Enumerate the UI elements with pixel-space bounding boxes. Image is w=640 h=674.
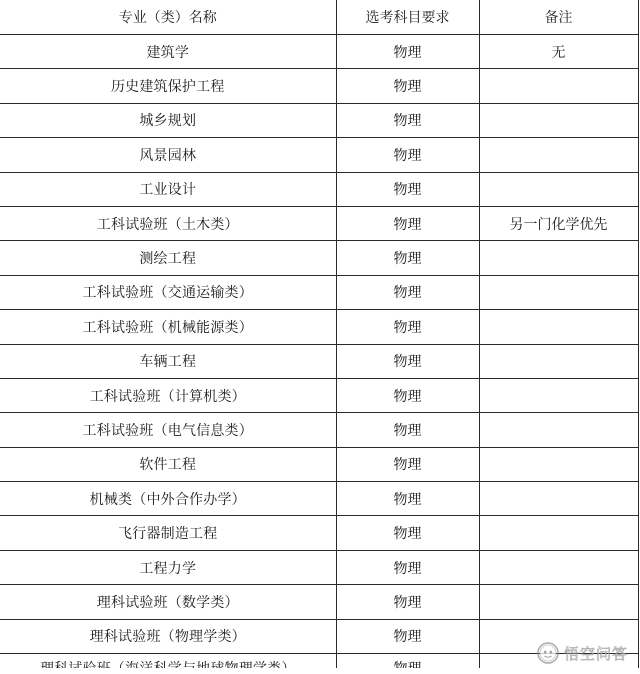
cell-requirement: 物理 bbox=[336, 69, 479, 103]
cell-major: 工程力学 bbox=[0, 550, 336, 584]
cell-requirement: 物理 bbox=[336, 275, 479, 309]
table-row bbox=[0, 69, 638, 103]
cell-major: 理科试验班（数学类） bbox=[0, 585, 336, 619]
cell-note bbox=[479, 138, 638, 172]
cell-note bbox=[479, 310, 638, 344]
cell-note bbox=[479, 378, 638, 412]
cell-requirement: 物理 bbox=[336, 35, 479, 69]
watermark-text: 悟空问答 bbox=[563, 644, 628, 663]
table-header bbox=[0, 0, 638, 35]
cell-major: 理科试验班（物理学类） bbox=[0, 619, 336, 653]
table-row bbox=[0, 482, 638, 516]
table-row bbox=[0, 241, 638, 275]
table-row bbox=[0, 516, 638, 550]
cell-note bbox=[479, 447, 638, 481]
cell-requirement: 物理 bbox=[336, 310, 479, 344]
cell-requirement: 物理 bbox=[336, 516, 479, 550]
cell-major: 工业设计 bbox=[0, 172, 336, 206]
table-row bbox=[0, 275, 638, 309]
cell-requirement: 物理 bbox=[336, 447, 479, 481]
cell-requirement: 物理 bbox=[336, 585, 479, 619]
cell-note bbox=[479, 413, 638, 447]
cell-note bbox=[479, 516, 638, 550]
cell-note bbox=[479, 585, 638, 619]
cell-requirement: 物理 bbox=[336, 138, 479, 172]
table-row bbox=[0, 310, 638, 344]
table-row bbox=[0, 172, 638, 206]
wukong-logo-icon bbox=[537, 642, 559, 664]
cell-note bbox=[479, 103, 638, 137]
cell-major: 工科试验班（土木类） bbox=[0, 206, 336, 240]
table-body bbox=[0, 35, 638, 674]
cell-major: 工科试验班（电气信息类） bbox=[0, 413, 336, 447]
cell-major: 测绘工程 bbox=[0, 241, 336, 275]
column-header-note: 备注 bbox=[479, 0, 638, 35]
watermark bbox=[537, 642, 628, 664]
table-row bbox=[0, 378, 638, 412]
table-row bbox=[0, 344, 638, 378]
cell-major: 历史建筑保护工程 bbox=[0, 69, 336, 103]
cell-major: 软件工程 bbox=[0, 447, 336, 481]
column-header-requirement: 选考科目要求 bbox=[336, 0, 479, 35]
cell-note: 另一门化学优先 bbox=[479, 206, 638, 240]
cell-note bbox=[479, 550, 638, 584]
cell-major: 城乡规划 bbox=[0, 103, 336, 137]
table-row bbox=[0, 35, 638, 69]
cell-note bbox=[479, 482, 638, 516]
table-row bbox=[0, 138, 638, 172]
cell-major: 建筑学 bbox=[0, 35, 336, 69]
cell-major: 机械类（中外合作办学） bbox=[0, 482, 336, 516]
cell-note bbox=[479, 344, 638, 378]
table-row bbox=[0, 413, 638, 447]
cell-requirement: 物理 bbox=[336, 241, 479, 275]
cell-requirement: 物理 bbox=[336, 413, 479, 447]
cell-requirement: 物理 bbox=[336, 619, 479, 653]
cell-major: 工科试验班（机械能源类） bbox=[0, 310, 336, 344]
cell-note bbox=[479, 275, 638, 309]
table-row bbox=[0, 585, 638, 619]
cell-major: 工科试验班（交通运输类） bbox=[0, 275, 336, 309]
table-row bbox=[0, 206, 638, 240]
cell-major: 飞行器制造工程 bbox=[0, 516, 336, 550]
cell-requirement: 物理 bbox=[336, 103, 479, 137]
cell-note: 无 bbox=[479, 35, 638, 69]
cell-requirement: 物理 bbox=[336, 378, 479, 412]
cell-requirement: 物理 bbox=[336, 206, 479, 240]
table-row bbox=[0, 103, 638, 137]
table-row bbox=[0, 447, 638, 481]
cell-requirement: 物理 bbox=[336, 172, 479, 206]
cell-requirement: 物理 bbox=[336, 344, 479, 378]
table-header-row bbox=[0, 0, 638, 35]
cell-note bbox=[479, 172, 638, 206]
cell-major: 风景园林 bbox=[0, 138, 336, 172]
cell-requirement: 物理 bbox=[336, 482, 479, 516]
cell-requirement: 物理 bbox=[336, 550, 479, 584]
cell-major: 工科试验班（计算机类） bbox=[0, 378, 336, 412]
cell-note bbox=[479, 69, 638, 103]
column-header-major: 专业（类）名称 bbox=[0, 0, 336, 35]
cell-major: 车辆工程 bbox=[0, 344, 336, 378]
table-row bbox=[0, 550, 638, 584]
bottom-crop-edge bbox=[0, 668, 640, 674]
cell-note bbox=[479, 241, 638, 275]
